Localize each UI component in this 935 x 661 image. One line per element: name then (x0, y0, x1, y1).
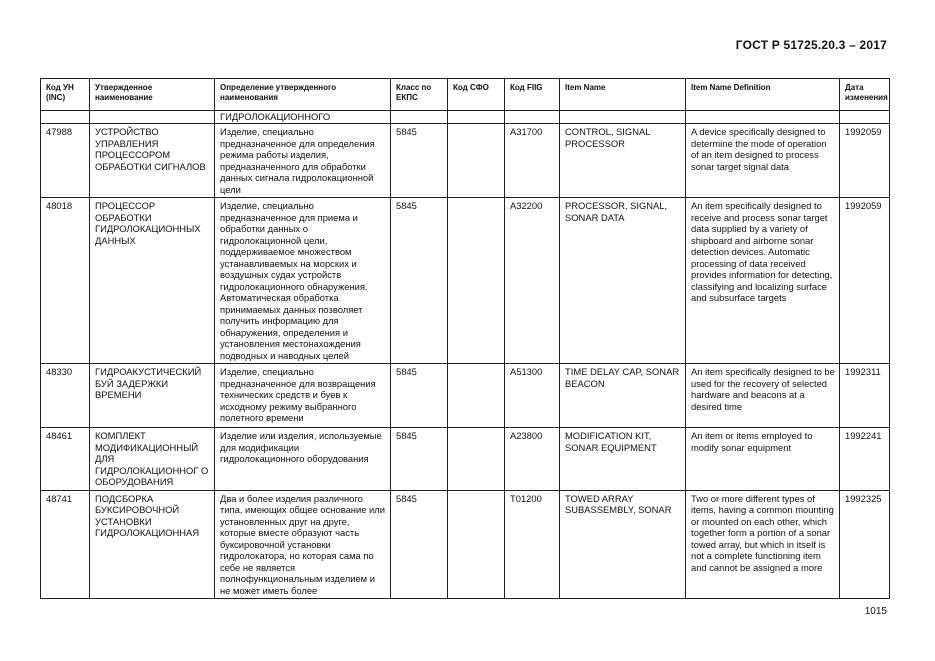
col-header-name-ru: Утвержденное наименование (90, 79, 215, 111)
cell-empty (41, 111, 90, 124)
table-row (41, 198, 890, 364)
cell-sfo (448, 428, 505, 491)
continuation-text: ГИДРОЛОКАЦИОННОГО (215, 111, 391, 124)
cell-ekps: 5845 (391, 124, 448, 198)
cell-date: 1992241 (840, 428, 890, 491)
cell-fiig: T01200 (505, 490, 560, 599)
cell-empty (686, 111, 840, 124)
cell-fiig: A51300 (505, 364, 560, 428)
cell-def-en: Two or more different types of items, having a common mounting or mounted on each other, which together form a portion of a sonar towed array, but which in itself is not a complete functioning item and cannot be assigned a more (686, 490, 840, 599)
cell-def-ru: Изделие, специально предназначенное для приема и обработки данных о гидролокационной цели, поддерживаемое множеством устанавливаемых на морских и воздушных судах устройств гидролокационного обнаружения. Автоматическая обработка принимаемых данных позволяет получить информацию для обнаружения, определения и установления местонахождения подводных и наводных целей (215, 198, 391, 364)
col-header-ekps: Класс по ЕКПС (391, 79, 448, 111)
cell-name-ru: ПОДСБОРКА БУКСИРОВОЧНОЙ УСТАНОВКИ ГИДРОЛОКАЦИОННАЯ (90, 490, 215, 599)
col-header-def-en: Item Name Definition (686, 79, 840, 111)
col-header-fiig: Код FIIG (505, 79, 560, 111)
cell-empty (505, 111, 560, 124)
cell-def-en: An item or items employed to modify sonar equipment (686, 428, 840, 491)
cell-date: 1992311 (840, 364, 890, 428)
cell-inc: 47988 (41, 124, 90, 198)
table-row (41, 428, 890, 491)
cell-item-name: TIME DELAY CAP, SONAR BEACON (560, 364, 686, 428)
cell-fiig: A23800 (505, 428, 560, 491)
col-header-date: Дата изменения (840, 79, 890, 111)
cell-ekps: 5845 (391, 490, 448, 599)
cell-empty (391, 111, 448, 124)
cell-ekps: 5845 (391, 364, 448, 428)
cell-date: 1992325 (840, 490, 890, 599)
cell-name-ru: УСТРОЙСТВО УПРАВЛЕНИЯ ПРОЦЕССОРОМ ОБРАБОТКИ СИГНАЛОВ (90, 124, 215, 198)
cell-name-ru: ГИДРОАКУСТИЧЕСКИЙ БУЙ ЗАДЕРЖКИ ВРЕМЕНИ (90, 364, 215, 428)
cell-item-name: CONTROL, SIGNAL PROCESSOR (560, 124, 686, 198)
col-header-def-ru: Определение утвержденного наименования (215, 79, 391, 111)
cell-fiig: A31700 (505, 124, 560, 198)
cell-item-name: MODIFICATION KIT, SONAR EQUIPMENT (560, 428, 686, 491)
cell-def-en: A device specifically designed to determine the mode of operation of an item designed to process sonar target signal data (686, 124, 840, 198)
cell-ekps: 5845 (391, 428, 448, 491)
cell-def-ru: Изделие, специально предназначенное для определения режима работы изделия, предназначенного для обработки данных сигнала гидролокационной цели (215, 124, 391, 198)
cell-sfo (448, 124, 505, 198)
table-row (41, 490, 890, 599)
cell-inc: 48741 (41, 490, 90, 599)
cell-def-en: An item specifically designed to be used for the recovery of selected hardware and beacons at a desired time (686, 364, 840, 428)
continuation-row (41, 111, 890, 124)
cell-name-ru: КОМПЛЕКТ МОДИФИКАЦИОННЫЙ ДЛЯ ГИДРОЛОКАЦИОННОГ О ОБОРУДОВАНИЯ (90, 428, 215, 491)
cell-def-ru: Изделие, специально предназначенное для возвращения технических средств и буев к исходному режиму выбранного полетного времени (215, 364, 391, 428)
cell-def-ru: Изделие или изделия, используемые для модификации гидролокационного оборудования (215, 428, 391, 491)
col-header-inc: Код УН (INC) (41, 79, 90, 111)
cell-inc: 48330 (41, 364, 90, 428)
cell-item-name: TOWED ARRAY SUBASSEMBLY, SONAR (560, 490, 686, 599)
col-header-item-name: Item Name (560, 79, 686, 111)
cell-def-en: An item specifically designed to receive and process sonar target data supplied by a variety of shipboard and airborne sonar detection devices. Automatic processing of data received provides information for detecting, classifying and localizing surface and subsurface targets (686, 198, 840, 364)
cell-sfo (448, 490, 505, 599)
cell-fiig: A32200 (505, 198, 560, 364)
header-row (41, 79, 890, 111)
cell-empty (448, 111, 505, 124)
cell-empty (560, 111, 686, 124)
cell-name-ru: ПРОЦЕССОР ОБРАБОТКИ ГИДРОЛОКАЦИОННЫХ ДАННЫХ (90, 198, 215, 364)
cell-ekps: 5845 (391, 198, 448, 364)
cell-date: 1992059 (840, 198, 890, 364)
table-row (41, 364, 890, 428)
page-number: 1015 (864, 606, 887, 617)
document-code: ГОСТ Р 51725.20.3 – 2017 (735, 38, 887, 52)
cell-inc: 48018 (41, 198, 90, 364)
cell-inc: 48461 (41, 428, 90, 491)
cell-empty (90, 111, 215, 124)
cell-empty (840, 111, 890, 124)
col-header-sfo: Код СФО (448, 79, 505, 111)
cell-def-ru: Два и более изделия различного типа, имеющих общее основание или установленных друг на друге, которые вместе образуют часть буксировочной установки гидролокатора, но которая сама по себе не является полнофункциональным изделием и не может иметь более (215, 490, 391, 599)
cell-sfo (448, 364, 505, 428)
table-row (41, 124, 890, 198)
cell-item-name: PROCESSOR, SIGNAL, SONAR DATA (560, 198, 686, 364)
cell-date: 1992059 (840, 124, 890, 198)
cell-sfo (448, 198, 505, 364)
item-name-table (40, 78, 890, 599)
